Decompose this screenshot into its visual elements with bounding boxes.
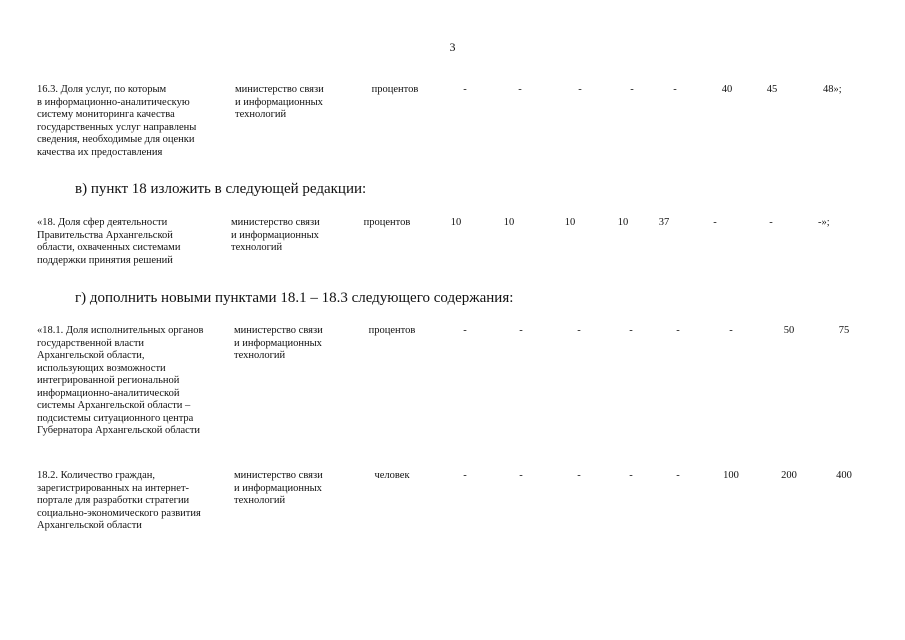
value-cell: - [577, 325, 581, 336]
value-cell: - [463, 470, 467, 481]
responsible-ministry: министерство связи и информационных технологий [234, 470, 323, 506]
value-cell: - [463, 84, 467, 95]
measurement-unit: процентов [368, 325, 416, 336]
measurement-unit: процентов [371, 84, 419, 95]
value-cell: 10 [450, 217, 462, 228]
value-cell: - [630, 84, 634, 95]
indicator-description: 18.2. Количество граждан, зарегистрированных на интернет- портале для разработки стратегии социально-экономического развития Архангельской области [37, 470, 201, 531]
value-cell: - [769, 217, 773, 228]
value-cell: 45 [766, 84, 778, 95]
measurement-unit: человек [374, 470, 410, 481]
value-cell: 200 [781, 470, 797, 481]
value-cell: - [729, 325, 733, 336]
value-cell: -»; [818, 217, 830, 228]
value-cell: - [519, 470, 523, 481]
page-number: 3 [449, 40, 456, 54]
value-cell: - [578, 84, 582, 95]
value-cell: 10 [617, 217, 629, 228]
value-cell: 48»; [823, 84, 842, 95]
value-cell: - [463, 325, 467, 336]
value-cell: - [713, 217, 717, 228]
section-heading-b: в) пункт 18 изложить в следующей редакции: [75, 181, 367, 197]
value-cell: - [518, 84, 522, 95]
value-cell: - [676, 325, 680, 336]
value-cell: 100 [723, 470, 739, 481]
value-cell: - [629, 325, 633, 336]
value-cell: 50 [783, 325, 795, 336]
value-cell: 10 [503, 217, 515, 228]
value-cell: 75 [838, 325, 850, 336]
value-cell: 400 [836, 470, 852, 481]
value-cell: 37 [658, 217, 670, 228]
value-cell: 10 [564, 217, 576, 228]
responsible-ministry: министерство связи и информационных технологий [234, 325, 323, 361]
measurement-unit: процентов [363, 217, 411, 228]
value-cell: - [629, 470, 633, 481]
responsible-ministry: министерство связи и информационных технологий [231, 217, 320, 253]
value-cell: - [673, 84, 677, 95]
value-cell: - [519, 325, 523, 336]
indicator-description: «18. Доля сфер деятельности Правительства Архангельской области, охваченных системами поддержки принятия решений [37, 217, 181, 266]
responsible-ministry: министерство связи и информационных технологий [235, 84, 324, 120]
section-heading-g: г) дополнить новыми пунктами 18.1 – 18.3 следующего содержания: [75, 290, 514, 306]
value-cell: - [577, 470, 581, 481]
indicator-description: 16.3. Доля услуг, по которым в информационно-аналитическую систему мониторинга качества государственных услуг направлены сведения, необходимые для оценки качества их предоставления [37, 84, 197, 158]
value-cell: 40 [721, 84, 733, 95]
indicator-description: «18.1. Доля исполнительных органов государственной власти Архангельской области, использующих возможности интегрированной региональной информационно-аналитической системы Архангельской области – подсистемы ситуационного центра Губернатора Архангельской области [37, 325, 204, 436]
value-cell: - [676, 470, 680, 481]
